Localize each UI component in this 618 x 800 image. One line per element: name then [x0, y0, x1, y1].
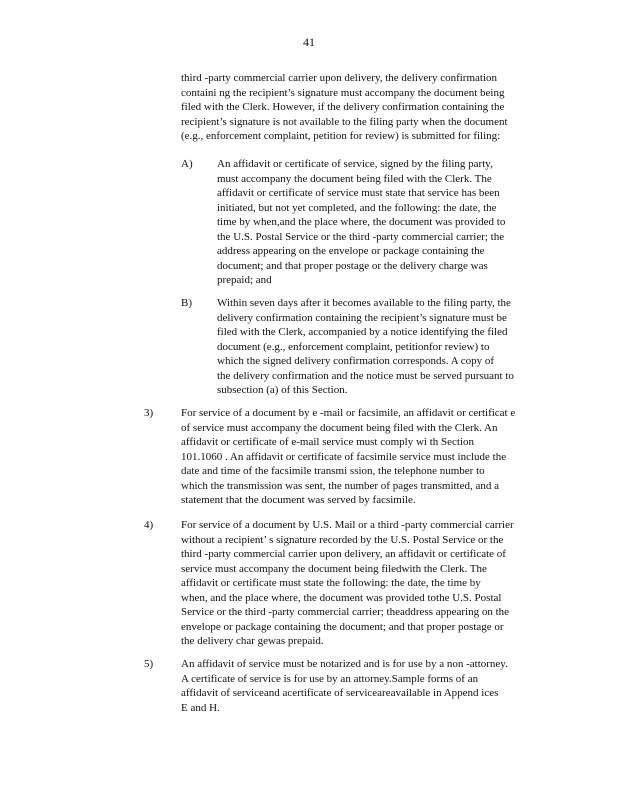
text-line: affidavit or certificate of e-mail service must comply wi th Section — [181, 436, 475, 448]
item-3-marker: 3) — [144, 407, 154, 419]
item-4-marker: 4) — [144, 519, 154, 531]
text-line: third -party commercial carrier upon delivery, an affidavit or certificate of — [181, 548, 506, 560]
page-number: 41 — [303, 35, 315, 49]
text-line: document; and that proper postage or the delivery charge was — [217, 259, 488, 272]
item-5-text — [181, 657, 539, 715]
item-4-text — [181, 518, 539, 649]
text-line: filed with the Clerk, accompanied by a notice identifying the filed — [217, 326, 508, 338]
text-line: the delivery confirmation and the notice must be served pursuant to — [217, 369, 514, 382]
text-line: when, and the place where, the document was provided tothe U.S. Postal — [181, 591, 502, 604]
text-line: An affidavit of service must be notarized and is for use by a non -attorney. — [181, 658, 508, 670]
text-line: containi ng the recipient’s signature must accompany the document being — [181, 86, 505, 99]
text-line: A certificate of service is for use by an attorney.Sample forms of an — [181, 672, 479, 685]
text-line: without a recipient’ s signature recorded by the U.S. Postal Service or the — [181, 533, 504, 546]
text-line: Service or the third -party commercial carrier; theaddress appearing on the — [181, 606, 510, 618]
text-line: address appearing on the envelope or package containing the — [217, 245, 485, 257]
text-line: prepaid; and — [217, 274, 272, 286]
text-line: third -party commercial carrier upon delivery, the delivery confirmation — [181, 72, 498, 84]
text-line: (e.g., enforcement complaint, petition for review) is submitted for filing: — [181, 130, 501, 142]
text-line: affidavit of serviceand acertificate of serviceareavailable in Append ices — [181, 687, 499, 699]
text-line: which the signed delivery confirmation corresponds. A copy of — [217, 355, 495, 367]
subitem-a-text — [217, 157, 539, 288]
text-line: service must accompany the document being filedwith the Clerk. The — [181, 562, 487, 575]
text-line: the U.S. Postal Service or the third -party commercial carrier; the — [217, 230, 505, 243]
text-line: For service of a document by U.S. Mail or a third -party commercial carrier — [181, 519, 514, 531]
text-line: document (e.g., enforcement complaint, petitionfor review) to — [217, 340, 490, 353]
text-line: initiated, but not yet completed, and the following: the date, the — [217, 201, 497, 214]
item-3-text — [181, 406, 539, 508]
text-line: 101.1060 . An affidavit or certificate of facsimile service must include the — [181, 450, 507, 463]
text-line: subsection (a) of this Section. — [217, 384, 348, 396]
text-line: filed with the Clerk. However, if the delivery confirmation containing the — [181, 101, 505, 113]
text-line: An affidavit or certificate of service, signed by the filing party, — [217, 158, 493, 170]
text-line: time by when,and the place where, the document was provided to — [217, 216, 506, 228]
text-line: affidavit or certificate of service must state that service has been — [217, 187, 500, 199]
text-line: For service of a document by e -mail or facsimile, an affidavit or certificat e — [181, 407, 516, 419]
item-5-marker: 5) — [144, 658, 154, 670]
text-line: E and H. — [181, 701, 220, 714]
intro-paragraph — [181, 71, 539, 144]
text-line: Within seven days after it becomes available to the filing party, the — [217, 297, 511, 309]
text-line: must accompany the document being filed with the Clerk. The — [217, 172, 492, 185]
subitem-b-marker: B) — [181, 297, 192, 309]
text-line: of service must accompany the document being filed with the Clerk. An — [181, 421, 498, 434]
text-line: which the transmission was sent, the number of pages transmitted, and a — [181, 479, 500, 492]
text-line: recipient’s signature is not available to the filing party when the document — [181, 115, 508, 128]
subitem-a-marker: A) — [181, 158, 193, 170]
text-line: the delivery char gewas prepaid. — [181, 635, 324, 647]
text-line: date and time of the facsimile transmi ssion, the telephone number to — [181, 465, 485, 477]
subitem-b-text — [217, 296, 539, 398]
text-line: statement that the document was served by facsimile. — [181, 494, 416, 506]
text-line: envelope or package containing the document; and that proper postage or — [181, 620, 504, 633]
text-line: delivery confirmation containing the recipient’s signature must be — [217, 311, 507, 324]
text-line: affidavit or certificate must state the following: the date, the time by — [181, 577, 481, 589]
